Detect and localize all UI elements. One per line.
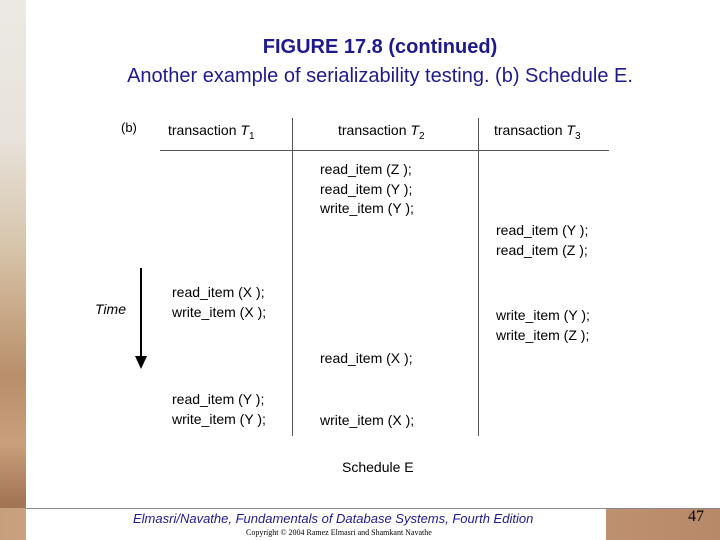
header-word: transaction [168,122,237,138]
operation: write_item (X ); [172,303,267,320]
column-header-t1 [168,122,255,142]
column-header-t2 [338,122,425,142]
operation: write_item (X ); [320,412,415,428]
time-arrow-head-icon [135,356,147,369]
footer-divider [26,508,720,509]
operation: read_item (X ); [320,350,413,366]
operation: write_item (Z ); [496,326,590,343]
schedule-caption: Schedule E [342,459,414,475]
operation: read_item (Y ); [320,180,413,197]
t1-operations-group-b [172,390,266,429]
header-sub: 1 [248,130,255,142]
page-number: 47 [688,508,704,525]
column-divider-1 [292,118,293,436]
desert-background-strip [0,0,26,540]
header-name: T [240,122,249,138]
figure-label: (b) [121,120,137,135]
slide-title: FIGURE 17.8 (continued) [262,36,498,58]
header-word: transaction [338,122,407,138]
header-sub: 2 [418,130,425,142]
footer-copyright: Copyright © 2004 Ramez Elmasri and Shamkant Navathe [246,528,432,537]
t2-operations-group-c [320,411,414,431]
t3-operations-group-b [496,306,590,345]
header-sub: 3 [574,130,581,142]
operation: read_item (Z ); [496,241,588,258]
footer-book-title: Elmasri/Navathe, Fundamentals of Database Systems, Fourth Edition [133,511,534,526]
t2-operations-group-b [320,349,413,369]
header-word: transaction [494,122,563,138]
header-name: T [410,122,419,138]
operation: write_item (Y ); [320,200,414,216]
time-arrow-shaft [140,268,142,360]
operation: read_item (X ); [172,284,265,300]
t1-operations-group-a [172,283,266,322]
operation: write_item (Y ); [172,410,266,427]
t3-operations-group-a [496,221,588,260]
operation: write_item (Y ); [496,307,590,323]
operation: read_item (Z ); [320,161,412,177]
t2-operations-group-a [320,160,414,219]
time-axis-label: Time [95,301,126,317]
operation: read_item (Y ); [172,391,265,407]
header-rule [160,150,609,151]
header-name: T [566,122,575,138]
operation: read_item (Y ); [496,222,589,238]
slide-subtitle: Another example of serializability testing. (b) Schedule E. [127,65,633,87]
column-divider-2 [478,118,479,436]
column-header-t3 [494,122,581,142]
